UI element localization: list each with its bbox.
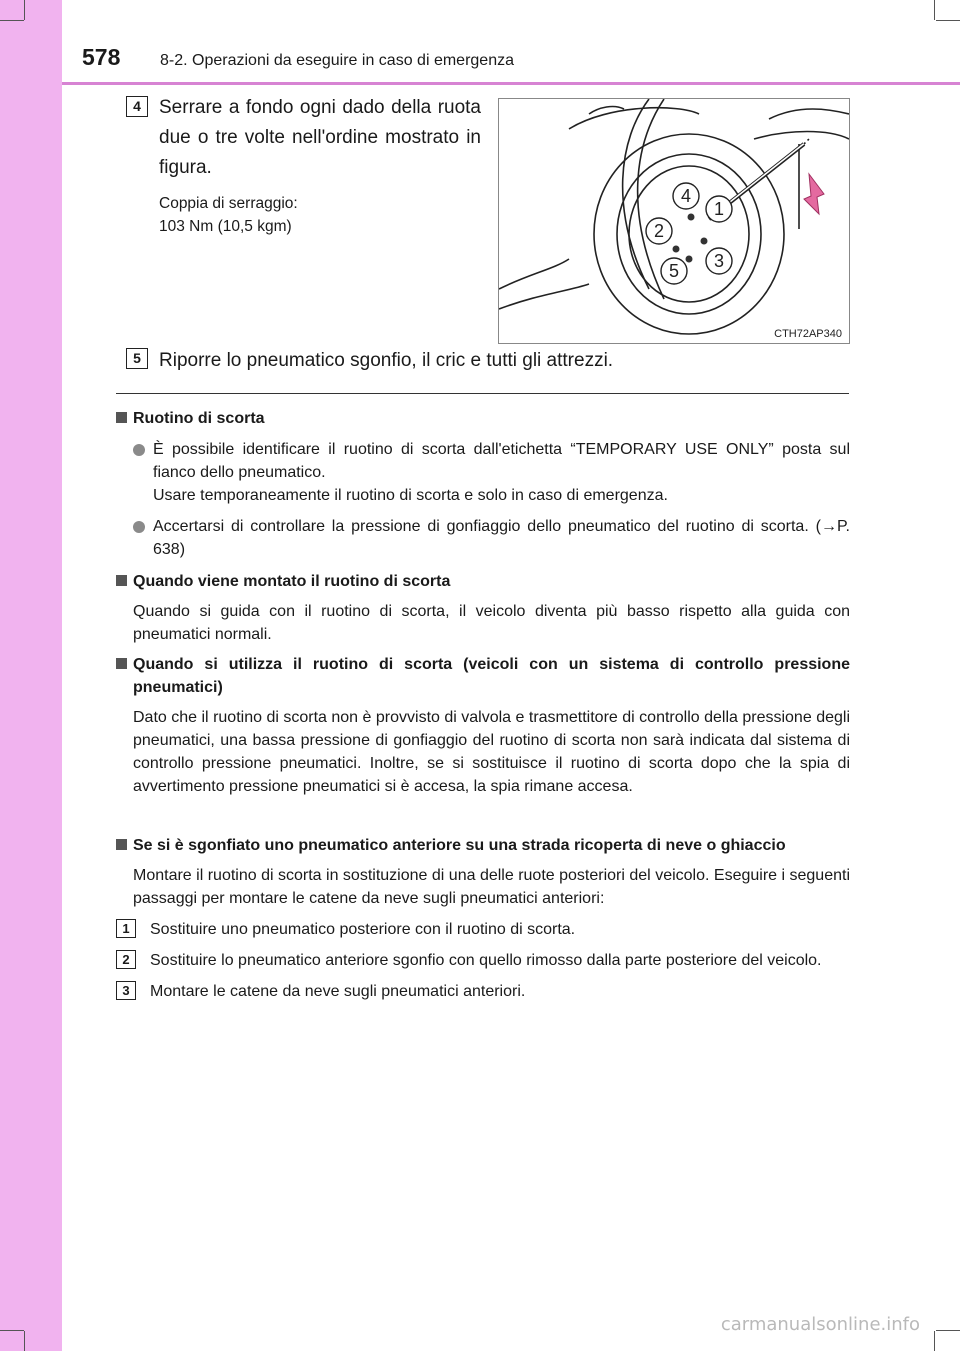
lug-nut [673,246,680,253]
fender-arch [638,99,664,299]
section-square-icon [116,412,127,423]
crop-mark [934,0,935,20]
section-title: Quando viene montato il ruotino di scorta [133,573,451,590]
sub-step [116,980,850,1003]
lug-nut [688,214,695,221]
bullet-text: È possibile identificare il ruotino di scorta dall'etichetta “TEMPORARY USE ONLY” posta sul fianco dello pneumatico. [153,441,850,481]
bullet-text: Accertarsi di controllare la pressione di gonfiaggio dello pneumatico del ruotino di scorta. (→P. 638) [153,518,850,558]
bullet-dot-icon [133,521,145,533]
section-divider [116,393,849,394]
section-body: Dato che il ruotino di scorta non è provvisto di valvola e trasmettitore di controllo della pressione degli pneumatici, una bassa pressione di gonfiaggio del ruotino di scorta non sarà indicata dal sistema di controllo pressione pneumatici. Inoltre, se si sostituisce il ruotino di scorta dopo che la spia di avvertimento pressione pneumatici si è accesa, la spia rimane accesa. [133,709,850,795]
step-4-text: Serrare a fondo ogni dado della ruota due o tre volte nell'ordine mostrato in figura. [159,97,481,178]
page-number: 578 [82,44,121,70]
section-body: Montare il ruotino di scorta in sostituzione di una delle ruote posteriori del veicolo. Eseguire i seguenti passaggi per montare le catene da neve sugli pneumatici anteriori: [133,867,850,907]
torque-label: Coppia di serraggio: [159,195,298,212]
crop-mark [934,1331,935,1351]
body-line [769,109,849,119]
bullet-dot-icon [133,444,145,456]
order-label-1: 1 [713,199,725,219]
figure-code: CTH72AP340 [774,328,842,340]
rim-outline [617,154,761,314]
order-label-2: 2 [653,221,665,241]
sub-step-text: Sostituire uno pneumatico posteriore con il ruotino di scorta. [150,921,576,938]
bullet-item [116,438,850,507]
sub-step [116,949,850,972]
order-label-4: 4 [680,186,692,206]
section-title: Quando si utilizza il ruotino di scorta (veicoli con un sistema di controllo pressione pneumatici) [133,656,850,696]
step-number-5: 5 [126,348,148,369]
lug-wrench-dash [804,137,811,144]
crop-mark [0,1330,24,1331]
step-5-text: Riporre lo pneumatico sgonfio, il cric e tutti gli attrezzi. [159,350,614,371]
body-line [754,132,849,140]
step-number-4: 4 [126,96,148,117]
section-ruotino-di-scorta [116,407,850,561]
sub-step-number: 1 [116,919,136,938]
wheel-nut-tightening-figure [498,98,850,344]
section-montaggio-ruotino [116,570,850,646]
lug-nut [686,256,693,263]
torque-spec [159,192,298,238]
order-label-5: 5 [668,261,680,281]
tire-outline [594,134,784,334]
body-line [589,107,624,114]
section-square-icon [116,839,127,850]
header-rule [62,82,960,85]
sub-step [116,918,850,941]
section-body: Quando si guida con il ruotino di scorta, il veicolo diventa più basso rispetto alla guida con pneumatici normali. [133,603,850,643]
lug-nut [701,238,708,245]
body-line [499,284,589,309]
crop-mark [24,1331,25,1351]
rotation-arrow-icon [804,174,824,214]
torque-value: 103 Nm (10,5 kgm) [159,218,292,235]
section-square-icon [116,658,127,669]
section-title: Ruotino di scorta [133,410,265,427]
crop-mark [0,20,24,21]
crop-mark [936,20,960,21]
crop-mark [936,1330,960,1331]
section-title: Se si è sgonfiato uno pneumatico anteriore su una strada ricoperta di neve o ghiaccio [133,837,786,854]
wheel-illustration [499,99,849,343]
sidebar-band [0,0,62,1351]
watermark: carmanualsonline.info [720,1314,920,1335]
sub-step-text: Montare le catene da neve sugli pneumatici anteriori. [150,983,526,1000]
sub-step-number: 2 [116,950,136,969]
order-label-3: 3 [713,251,725,271]
section-square-icon [116,575,127,586]
section-neve-ghiaccio [116,834,850,1003]
crop-mark [24,0,25,20]
bullet-item [116,515,850,561]
body-line [499,259,569,289]
chapter-title: 8-2. Operazioni da eseguire in caso di emergenza [160,52,514,69]
bullet-text: Usare temporaneamente il ruotino di scorta e solo in caso di emergenza. [153,487,668,504]
section-controllo-pressione [116,653,850,798]
sub-step-number: 3 [116,981,136,1000]
sub-step-text: Sostituire lo pneumatico anteriore sgonfio con quello rimosso dalla parte posteriore del veicolo. [150,952,822,969]
